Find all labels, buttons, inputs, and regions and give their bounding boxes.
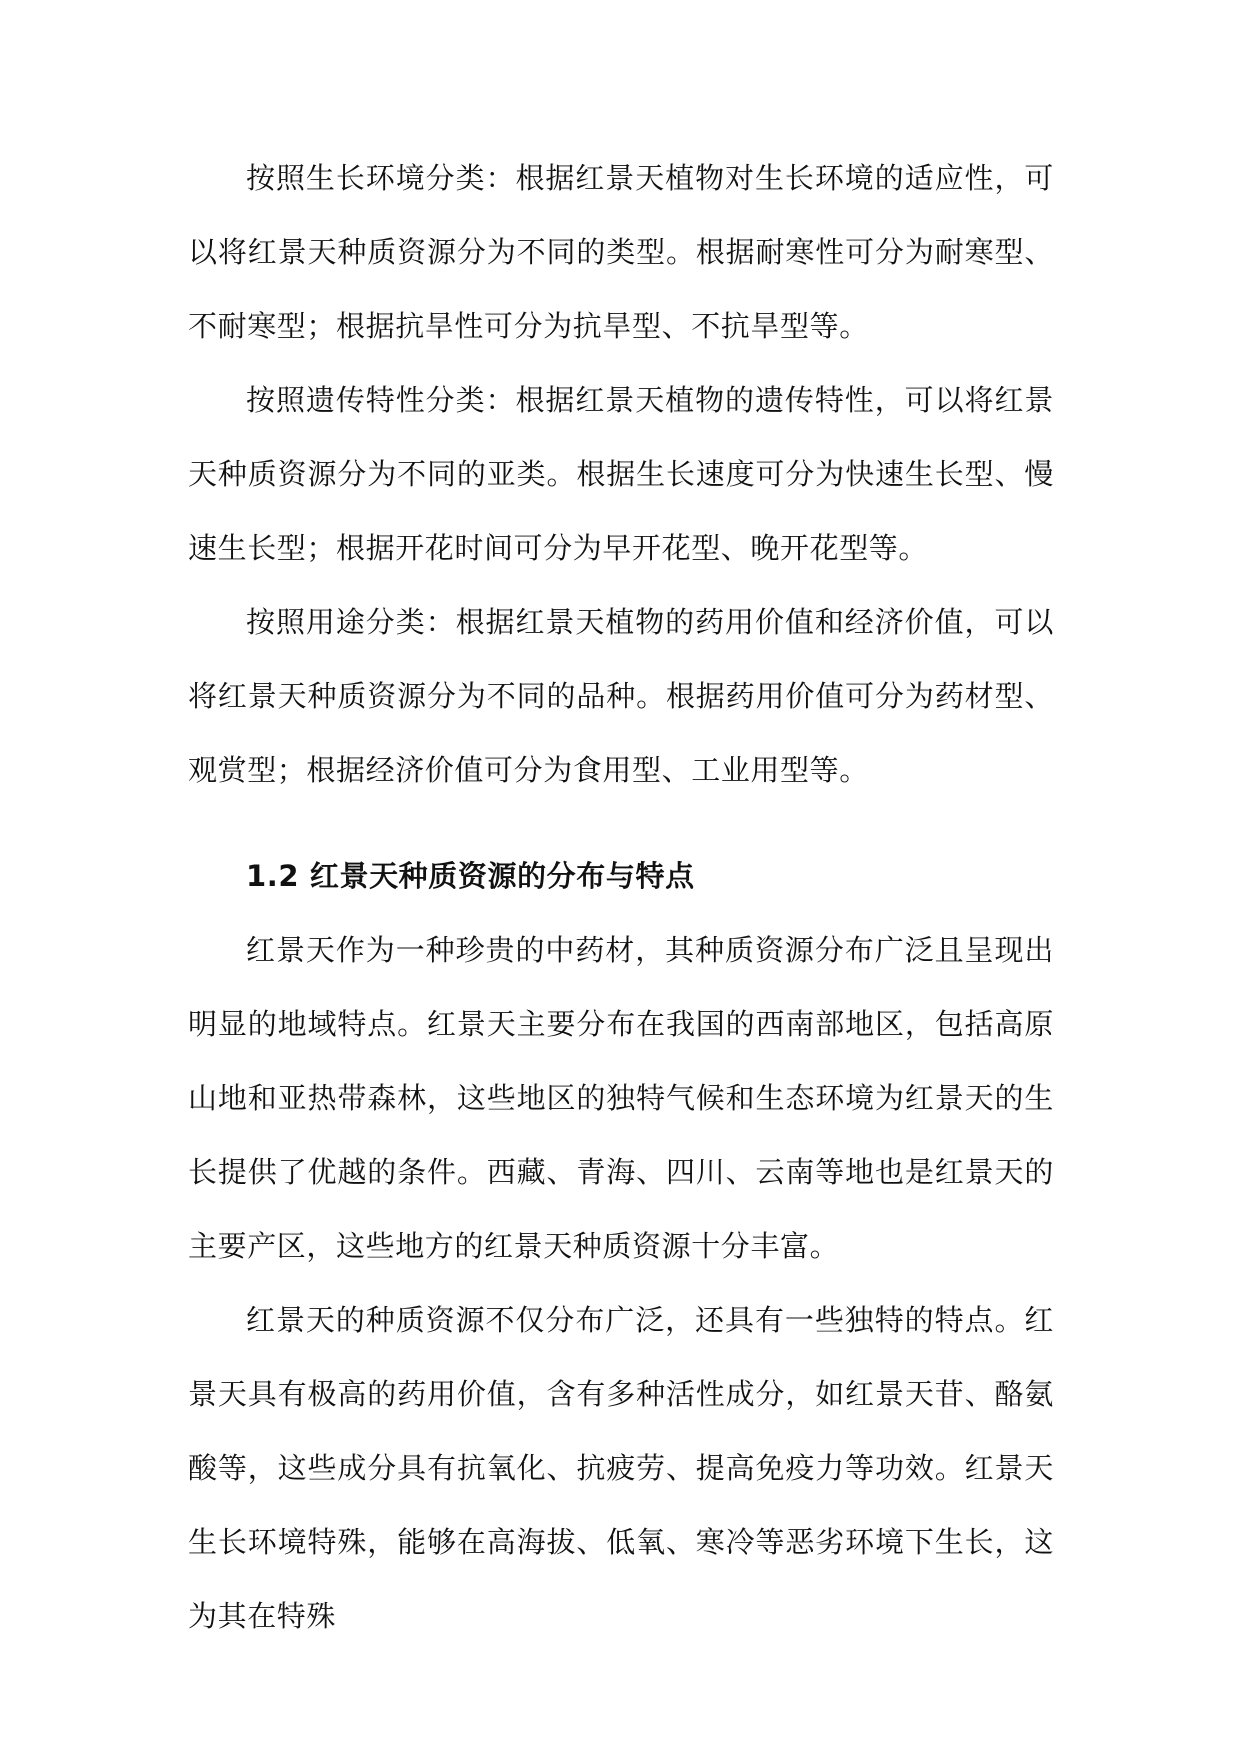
paragraph-distribution: 红景天作为一种珍贵的中药材，其种质资源分布广泛且呈现出明显的地域特点。红景天主要分布在我国的西南部地区，包括高原山地和亚热带森林，这些地区的独特气候和生态环境为红景天的生长提供了优越的条件。西藏、青海、四川、云南等地也是红景天的主要产区，这些地方的红景天种质资源十分丰富。 — [188, 933, 1054, 1263]
paragraph-growth-environment: 按照生长环境分类：根据红景天植物对生长环境的适应性，可以将红景天种质资源分为不同的类型。根据耐寒性可分为耐寒型、不耐寒型；根据抗旱性可分为抗旱型、不抗旱型等。 — [188, 161, 1054, 343]
document-body — [188, 141, 1054, 1653]
paragraph-characteristics: 红景天的种质资源不仅分布广泛，还具有一些独特的特点。红景天具有极高的药用价值，含有多种活性成分，如红景天苷、酪氨酸等，这些成分具有抗氧化、抗疲劳、提高免疫力等功效。红景天生长环境特殊，能够在高海拔、低氧、寒冷等恶劣环境下生长，这为其在特殊 — [188, 1303, 1054, 1633]
section-heading: 1.2 红景天种质资源的分布与特点 — [246, 859, 695, 893]
paragraph-usage: 按照用途分类：根据红景天植物的药用价值和经济价值，可以将红景天种质资源分为不同的品种。根据药用价值可分为药材型、观赏型；根据经济价值可分为食用型、工业用型等。 — [188, 605, 1054, 787]
paragraph-genetic-traits: 按照遗传特性分类：根据红景天植物的遗传特性，可以将红景天种质资源分为不同的亚类。根据生长速度可分为快速生长型、慢速生长型；根据开花时间可分为早开花型、晚开花型等。 — [188, 383, 1054, 565]
